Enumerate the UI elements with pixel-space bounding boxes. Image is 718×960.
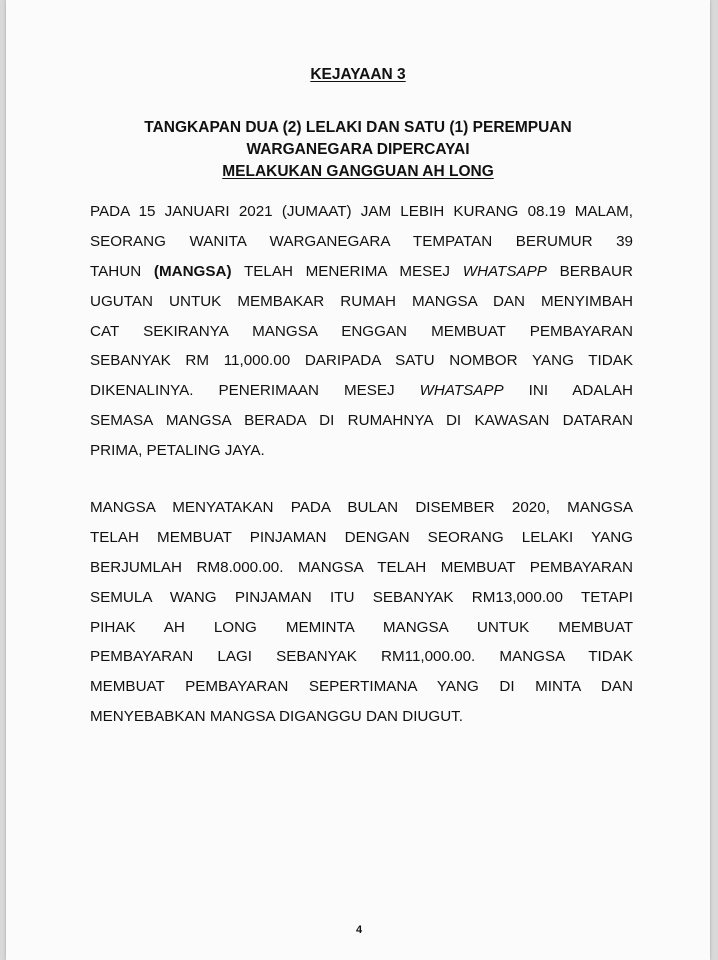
paragraph-1-line: PRIMA, PETALING JAYA.	[90, 442, 265, 460]
paragraph-2	[90, 493, 633, 732]
subtitle-line-1: TANGKAPAN DUA (2) LELAKI DAN SATU (1) PEREMPUAN	[144, 119, 572, 136]
paragraph-1-line	[90, 376, 633, 406]
page-title: KEJAYAAN 3	[310, 66, 406, 83]
paragraph-2-line: BERJUMLAH RM8.000.00. MANGSA TELAH MEMBUAT PEMBAYARAN	[90, 558, 633, 576]
paragraph-1-line: SEORANG WANITA WARGANEGARA TEMPATAN BERUMUR 39	[90, 232, 633, 250]
paragraph-1-line: SEBANYAK RM 11,000.00 DARIPADA SATU NOMBOR YANG TIDAK	[90, 352, 633, 370]
document-page	[6, 0, 710, 960]
text-run: DIKENALINYA. PENERIMAAN MESEJ	[90, 382, 420, 400]
paragraph-1-line: CAT SEKIRANYA MANGSA ENGGAN MEMBUAT PEMBAYARAN	[90, 322, 633, 340]
whatsapp-term: WHATSAPP	[462, 262, 547, 280]
text-run: TELAH MENERIMA MESEJ	[231, 262, 463, 280]
page-number: 4	[355, 924, 363, 936]
paragraph-1	[90, 197, 633, 466]
paragraph-2-line: SEMULA WANG PINJAMAN ITU SEBANYAK RM13,000.00 TETAPI	[90, 588, 633, 606]
victim-label: (MANGSA)	[153, 262, 232, 280]
text-run: TAHUN	[90, 262, 154, 280]
paragraph-2-line: MENYEBABKAN MANGSA DIGANGGU DAN DIUGUT.	[90, 708, 463, 726]
text-run: BERBAUR	[546, 262, 633, 280]
subtitle-line-2: WARGANEGARA DIPERCAYAI	[246, 141, 470, 158]
paragraph-2-line: PIHAK AH LONG MEMINTA MANGSA UNTUK MEMBUAT	[90, 618, 633, 636]
paragraph-2-line: PEMBAYARAN LAGI SEBANYAK RM11,000.00. MANGSA TIDAK	[90, 648, 633, 666]
paragraph-1-line: SEMASA MANGSA BERADA DI RUMAHNYA DI KAWASAN DATARAN	[90, 412, 633, 430]
paragraph-2-line: MANGSA MENYATAKAN PADA BULAN DISEMBER 2020, MANGSA	[90, 499, 633, 516]
whatsapp-term: WHATSAPP	[419, 382, 504, 400]
subtitle-line-3-text: MELAKUKAN GANGGUAN AH LONG	[222, 163, 494, 180]
subtitle-line-3	[6, 161, 710, 182]
paragraph-2-line: MEMBUAT PEMBAYARAN SEPERTIMANA YANG DI MINTA DAN	[90, 678, 633, 696]
text-run: INI ADALAH	[503, 382, 634, 400]
paragraph-2-line: TELAH MEMBUAT PINJAMAN DENGAN SEORANG LELAKI YANG	[90, 528, 633, 546]
paragraph-1-line: PADA 15 JANUARI 2021 (JUMAAT) JAM LEBIH KURANG 08.19 MALAM,	[90, 203, 633, 220]
paragraph-1-line	[90, 257, 633, 287]
paragraph-1-line: UGUTAN UNTUK MEMBAKAR RUMAH MANGSA DAN MENYIMBAH	[90, 292, 633, 310]
